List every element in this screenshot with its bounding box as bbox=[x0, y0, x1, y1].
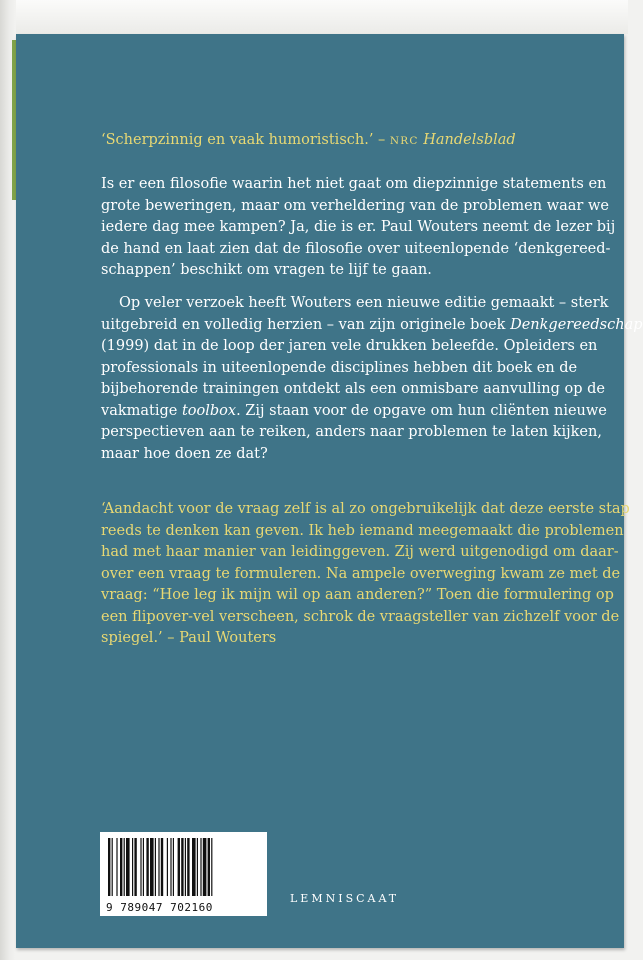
barcode-bars bbox=[108, 838, 259, 896]
book-title-italic: Denkgereedschap bbox=[510, 316, 643, 333]
isbn-barcode bbox=[100, 832, 267, 916]
quote-line: vraag: “Hoe leg ik mijn wil op aan anderen?” Toen die formulering op bbox=[101, 587, 614, 603]
paragraph-line: iedere dag mee kampen? Ja, die is er. Paul Wouters neemt de lezer bij bbox=[101, 219, 616, 235]
quote-line: reeds te denken kan geven. Ik heb iemand meegemaakt die problemen bbox=[101, 522, 624, 539]
paragraph-line bbox=[101, 401, 607, 423]
quote-line: spiegel.’ – Paul Wouters bbox=[101, 630, 277, 646]
review-source-name: Handelsblad bbox=[423, 132, 516, 148]
paragraph-line: schappen’ beschikt om vragen te lijf te gaan. bbox=[101, 262, 432, 278]
paragraph-text: uitgebreid en volledig herzien – van zijn originele boek bbox=[101, 316, 506, 333]
paragraph-line bbox=[101, 315, 643, 337]
back-cover bbox=[16, 34, 630, 948]
paragraph-line: bijbehorende trainingen ontdekt als een onmisbare aanvulling op de bbox=[101, 381, 605, 397]
paragraph-line: perspectieven aan te reiken, anders naar problemen te laten kijken, bbox=[101, 424, 602, 440]
paragraph-text: . Zij staan voor de opgave om hun cliënten nieuwe bbox=[236, 402, 607, 419]
quote-line: een flipover-vel verscheen, schrok de vraagsteller van zichzelf voor de bbox=[101, 608, 620, 625]
description-paragraph-2 bbox=[101, 293, 643, 465]
toolbox-italic: toolbox bbox=[181, 402, 237, 419]
author-quote bbox=[101, 499, 630, 650]
paragraph-line: de hand en laat zien dat de filosofie over uiteenlopende ‘denkgereed- bbox=[101, 240, 611, 257]
publisher-name: LEMNISCAAT bbox=[290, 892, 400, 905]
page-block-top bbox=[16, 0, 628, 34]
review-source-caps: NRC bbox=[389, 135, 419, 147]
paragraph-line: maar hoe doen ze dat? bbox=[101, 445, 268, 462]
paragraph-line: (1999) dat in de loop der jaren vele drukken beleefde. Opleiders en bbox=[101, 338, 598, 354]
quote-line: over een vraag te formuleren. Na ampele overweging kwam ze met de bbox=[101, 565, 621, 582]
paragraph-line: professionals in uiteenlopende disciplines hebben dit boek en de bbox=[101, 359, 578, 376]
quote-line: ‘Aandacht voor de vraag zelf is al zo ongebruikelijk dat deze eerste stap bbox=[101, 501, 630, 517]
quote-line: had met haar manier van leidinggeven. Zij werd uitgenodigd om daar- bbox=[101, 544, 619, 560]
isbn-number: 9 789047 702160 bbox=[106, 901, 213, 914]
paragraph-line: grote beweringen, maar om verheldering van de problemen waar we bbox=[101, 197, 609, 214]
paragraph-line: Is er een filosofie waarin het niet gaat om diepzinnige statements en bbox=[101, 176, 607, 192]
description-paragraph-1 bbox=[101, 174, 616, 282]
paragraph-text: vakmatige bbox=[101, 402, 178, 419]
review-quote bbox=[101, 130, 571, 153]
paragraph-line: Op veler verzoek heeft Wouters een nieuwe editie gemaakt – sterk bbox=[119, 295, 609, 311]
review-quote-text: ‘Scherpzinnig en vaak humoristisch.’ – bbox=[101, 132, 386, 148]
